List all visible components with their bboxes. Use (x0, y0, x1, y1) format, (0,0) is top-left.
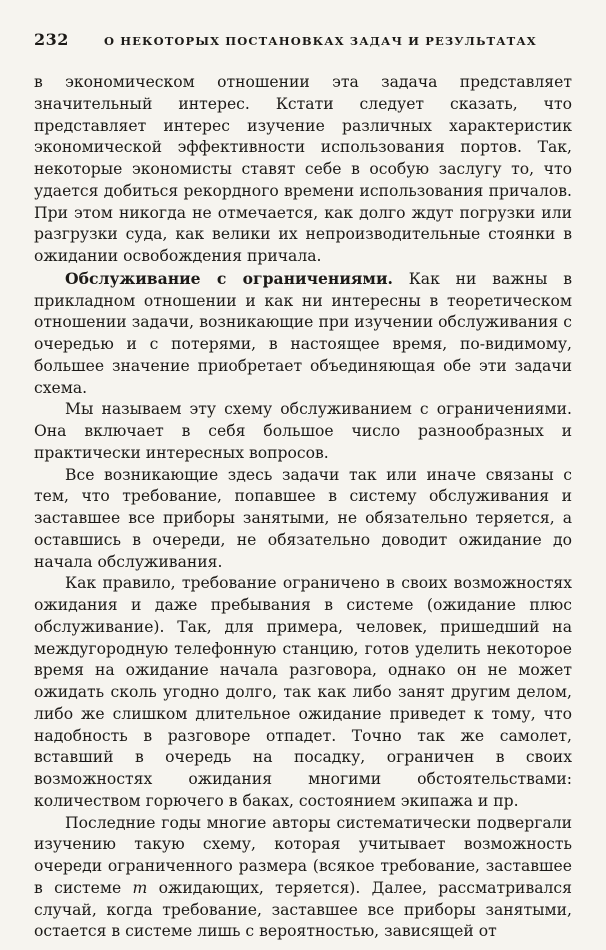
paragraph-5: Как правило, требование ограничено в своих возможностях ожидания и даже пребывания в системе (ожидание плюс обслуживание). Так, для примера, человек, пришедший на междугородную телефонную станцию, готов уделить некоторое время на ожидание начала разговора, однако он не может ожидать сколь угодно долго, так как либо занят другим делом, либо же слишком длительное ожидание приведет к тому, что надобность в разговоре отпадет. Точно так же самолет, вставший в очередь на посадку, ограничен в своих возможностях ожидания многими обстоятельствами: количеством горючего в баках, состоянием экипажа и пр. (34, 574, 572, 810)
page-number: 232 (34, 30, 69, 49)
paragraph-1: в экономическом отношении эта задача представляет значительный интерес. Кстати следует сказать, что представляет интерес изучение различных характеристик экономической эффективности использования портов. Так, некоторые экономисты ставят себе в особую заслугу то, что удается добиться рекордного времени использования причалов. При этом никогда не отмечается, как долго ждут погрузки или разгрузки суда, как велики их непроизводительные стоянки в ожидании освобождения причала. (34, 73, 572, 265)
running-head (34, 30, 572, 52)
paragraph-3: Мы называем эту схему обслуживанием с ограничениями. Она включает в себя большое число разнообразных и практически интересных вопросов. (34, 400, 572, 462)
body-text (34, 72, 572, 943)
paragraph-6 (34, 813, 572, 944)
paragraph-6-text-before: Последние годы многие авторы систематически подвергали изучению такую схему, которая учитывает возможность очереди ограниченного размера (всякое требование, заставшее в системе (34, 813, 572, 897)
paragraph-2 (34, 268, 572, 400)
paragraph-6-text-after: ожидающих, теряется). Далее, рассматривался случай, когда требование, заставшее все приборы занятыми, остается в системе лишь с вероятностью, зависящей от (34, 878, 572, 941)
run-in-heading: Обслуживание с ограничениями. (65, 268, 393, 288)
math-symbol-m: m (132, 878, 148, 897)
paragraph-4: Все возникающие здесь задачи так или иначе связаны с тем, что требование, попавшее в систему обслуживания и заставшее все приборы занятыми, не обязательно теряется, а оставшись в очереди, не обязательно доводит ожидание до начала обслуживания. (34, 465, 572, 571)
running-title: О НЕКОТОРЫХ ПОСТАНОВКАХ ЗАДАЧ И РЕЗУЛЬТАТАХ (104, 34, 537, 48)
paragraph-2-text: Как ни важны в прикладном отношении и как ни интересны в теоретическом отношении задачи, возникающие при изучении обслуживания с очередью и с потерями, в настоящее время, по-видимому, большее значение приобретает объединяющая обе эти задачи схема. (34, 269, 573, 397)
